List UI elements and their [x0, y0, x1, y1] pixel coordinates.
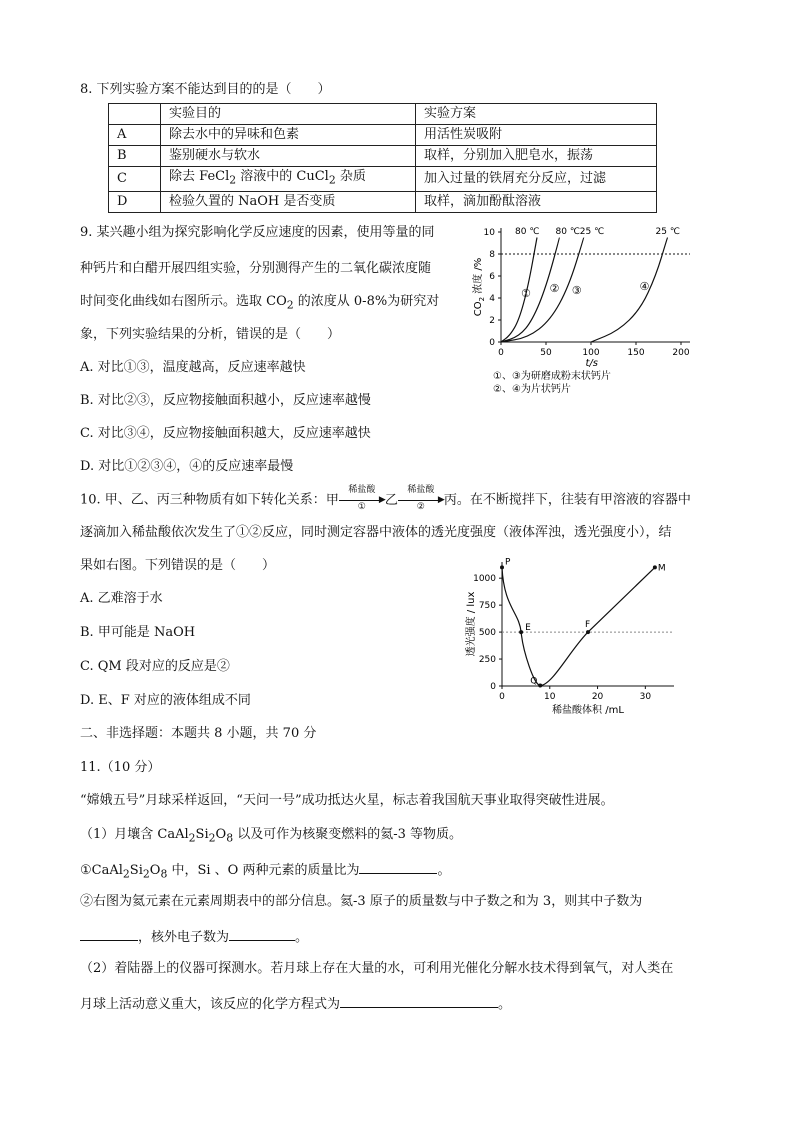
data-point — [653, 565, 657, 569]
x-tick-label: 0 — [499, 692, 505, 702]
series-number-label: ② — [549, 282, 560, 295]
q10-line3: 果如右图。下列错误的是（ ） — [80, 558, 276, 573]
y-tick-label: 4 — [489, 294, 495, 304]
y-tick-label: 0 — [489, 338, 495, 348]
y-tick-label: 500 — [478, 628, 496, 639]
answer-blank[interactable] — [229, 927, 295, 941]
series-temp-label: 80 ℃ — [515, 227, 540, 237]
light-intensity-chart — [462, 556, 682, 722]
q10-option-a: A. 乙难溶于水 — [80, 591, 163, 606]
row-goal: 除去 FeCl$_2$ 溶液中的 CuCl$_2$ 杂质 — [161, 167, 416, 192]
point-label: M — [657, 563, 666, 574]
x-tick-label: 10 — [544, 692, 556, 702]
y-tick-label: 250 — [478, 655, 496, 666]
q9-option-a: A. 对比①③，温度越高，反应速率越快 — [80, 360, 306, 375]
row-label: A — [109, 125, 161, 146]
y-tick-label: 6 — [489, 272, 495, 282]
x-tick-label: 20 — [591, 692, 604, 702]
q11-intro: “嫦娥五号”月球采样返回，“天问一号”成功抵达火星，标志着我国航天事业取得突破性进展。 — [80, 793, 614, 808]
q10-line1: 10. 甲、乙、丙三种物质有如下转化关系：甲 稀盐酸 ▶ ① 乙 稀盐酸 ▶ ② 丙。在不断搅拌下，往装有甲溶液的容器中 — [80, 485, 691, 512]
answer-blank[interactable] — [359, 860, 437, 874]
row-plan: 加入过量的铁屑充分反应，过滤 — [416, 167, 657, 192]
y-axis-label: $CO_2$ 浓度 /% — [473, 257, 486, 317]
row-label: D — [109, 191, 161, 212]
y-tick-label: 10 — [483, 228, 495, 238]
series-line — [591, 238, 668, 343]
q8-stem: 8. 下列实验方案不能达到目的的是（ ） — [80, 82, 331, 97]
series-number-label: ③ — [571, 284, 582, 297]
x-axis-label: 稀盐酸体积 /mL — [552, 705, 624, 716]
data-point — [519, 630, 523, 634]
series-temp-label: 80 ℃ — [555, 227, 580, 237]
section-heading: 二、非选择题：本题共 8 小题，共 70 分 — [80, 726, 317, 741]
series-temp-label: 25 ℃ — [655, 227, 680, 237]
y-tick-label: 2 — [489, 316, 495, 326]
x-tick-label: 50 — [540, 348, 552, 358]
row-label: B — [109, 146, 161, 167]
point-label: Q — [530, 676, 538, 687]
x-tick-label: 100 — [582, 348, 600, 358]
y-tick-label: 1000 — [473, 574, 496, 585]
table-header-row — [109, 104, 657, 125]
q10-option-c: C. QM 段对应的反应是② — [80, 659, 230, 674]
point-label: P — [505, 557, 511, 568]
q9-option-b: B. 对比②③，反应物接触面积越小，反应速率越慢 — [80, 393, 371, 408]
q9-line1: 9. 某兴趣小组为探究影响化学反应速度的因素，使用等量的同 — [80, 225, 435, 240]
co2-concentration-chart — [465, 222, 715, 400]
row-goal: 检验久置的 NaOH 是否变质 — [161, 191, 416, 212]
table-header-cell: 实验方案 — [416, 104, 657, 125]
q9-option-d: D. 对比①②③④，④的反应速率最慢 — [80, 459, 294, 474]
data-point — [586, 630, 590, 634]
row-goal: 鉴别硬水与软水 — [161, 146, 416, 167]
series-number-label: ④ — [639, 280, 650, 293]
y-tick-label: 750 — [478, 601, 496, 612]
x-tick-label: 200 — [672, 348, 690, 358]
q9-line3: 时间变化曲线如右图所示。选取 $CO_2$ 的浓度从 0-8%为研究对 — [80, 294, 440, 312]
q9-line2: 种钙片和白醋开展四组实验，分别测得产生的二氧化碳浓度随 — [80, 261, 432, 276]
q9-line4: 象，下列实验结果的分析，错误的是（ ） — [80, 327, 341, 342]
q9-option-c: C. 对比③④，反应物接触面积越大，反应速率越快 — [80, 426, 371, 441]
table-header-cell: 实验目的 — [161, 104, 416, 125]
legend-entry: ①、③为研磨成粉末状钙片 — [493, 371, 611, 382]
series-number-label: ① — [521, 287, 531, 300]
table-row — [109, 125, 657, 146]
q11-head: 11.（10 分） — [80, 760, 161, 775]
row-plan: 取样，分别加入肥皂水，振荡 — [416, 146, 657, 167]
row-plan: 用活性炭吸附 — [416, 125, 657, 146]
x-tick-label: 150 — [627, 348, 645, 358]
q10-line2: 逐滴加入稀盐酸依次发生了①②反应，同时测定容器中液体的透光度强度（液体浑浊，透光强度小），结 — [80, 525, 672, 540]
x-tick-label: 30 — [639, 692, 652, 702]
point-label: F — [585, 620, 591, 631]
data-point — [538, 683, 542, 687]
table-row — [109, 191, 657, 212]
conversion-chain: 甲 稀盐酸 ▶ ① 乙 稀盐酸 ▶ ② 丙 — [325, 485, 457, 512]
answer-blank[interactable] — [340, 994, 498, 1008]
table-row — [109, 167, 657, 192]
q11-part1: （1）月壤含 $CaAl_2Si_2O_8$ 以及可作为核聚变燃料的氦-3 等物质。 — [80, 827, 463, 845]
x-axis-label: t/s — [585, 358, 598, 369]
table-row — [109, 146, 657, 167]
x-tick-label: 0 — [498, 348, 504, 358]
series-line — [501, 238, 537, 343]
q10-option-d: D. E、F 对应的液体组成不同 — [80, 693, 251, 708]
table-header-cell — [109, 104, 161, 125]
q11-part2: （2）着陆器上的仪器可探测水。若月球上存在大量的水，可利用光催化分解水技术得到氧气，对人类在 — [80, 961, 674, 976]
answer-blank[interactable] — [80, 927, 138, 941]
q11-part1-q1: $①CaAl_2Si_2O_8$ 中，Si 、O 两种元素的质量比为 。 — [80, 860, 450, 884]
point-label: E — [525, 623, 531, 634]
legend-entry: ②、④为片状钙片 — [493, 384, 571, 395]
series-temp-label: 25 ℃ — [579, 227, 605, 237]
q11-part1-q2: ②右图为氦元素在元素周期表中的部分信息。氦-3 原子的质量数与中子数之和为 3，则其中子数为 — [80, 894, 643, 909]
y-axis-label: 透光强度 / lux — [466, 591, 477, 657]
row-goal: 除去水中的异味和色素 — [161, 125, 416, 146]
row-label: C — [109, 167, 161, 192]
q11-part1-q2-cont: ，核外电子数为 。 — [80, 927, 308, 947]
q10-option-b: B. 甲可能是 NaOH — [80, 625, 196, 640]
q11-part2-cont: 月球上活动意义重大，该反应的化学方程式为 。 — [80, 994, 511, 1014]
data-point — [500, 565, 504, 569]
y-tick-label: 8 — [489, 250, 495, 260]
row-plan: 取样，滴加酚酞溶液 — [416, 191, 657, 212]
y-tick-label: 0 — [490, 682, 496, 692]
q8-table — [108, 103, 657, 213]
